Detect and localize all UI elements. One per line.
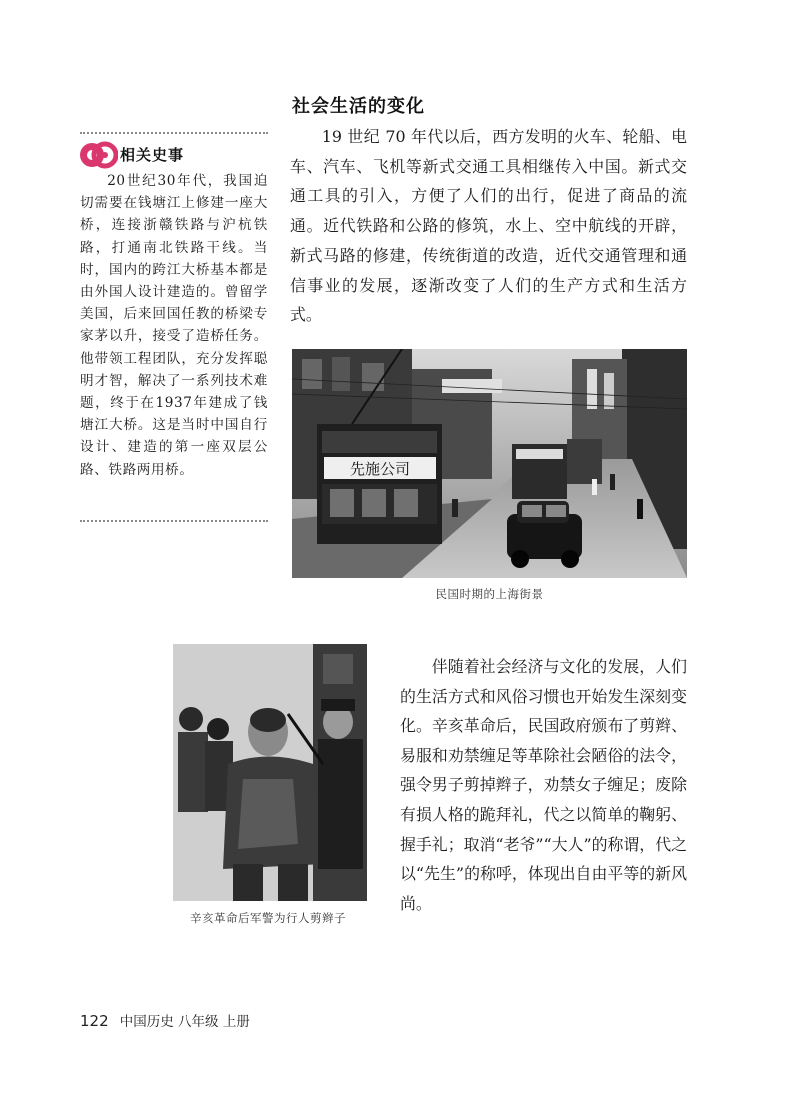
related-history-badge-icon [78,136,118,174]
book-title: 中国历史 八年级 上册 [119,1014,250,1030]
queue-cutting-photo [173,644,367,901]
sidebar-header [78,136,278,174]
section-title: 社会生活的变化 [292,96,425,117]
paragraph-transport: 19 世纪 70 年代以后，西方发明的火车、轮船、电车、汽车、飞机等新式交通工具相继传入中国。新式交通工具的引入，方便了人们的出行，促进了商品的流通。近代铁路和公路的修筑，水上、空中航线的开辟，新式马路的修建，传统街道的改造，近代交通管理和通信事业的发展，逐渐改变了人们的生产方式和生活方式。 [290,127,687,325]
sidebar-top-divider [80,132,268,134]
page-number: 122 [80,1012,109,1030]
shanghai-street-photo [292,349,687,578]
tram-sign-text: 先施公司 [349,460,411,478]
sidebar-title: 相关史事 [120,146,185,164]
queue-photo-caption: 辛亥革命后军警为行人剪辫子 [190,911,346,925]
queue-cutting-illustration [173,644,367,901]
sidebar-bottom-divider [80,520,268,522]
page-footer [80,1010,250,1030]
shanghai-street-illustration [292,349,687,578]
paragraph-customs: 伴随着社会经济与文化的发展，人们的生活方式和风俗习惯也开始发生深刻变化。辛亥革命后，民国政府颁布了剪辫、易服和劝禁缠足等革除社会陋俗的法令，强令男子剪掉辫子，劝禁女子缠足；废除有损人格的跪拜礼，代之以简单的鞠躬、握手礼；取消“老爷”“大人”的称谓，代之以“先生”的称呼，体现出自由平等的新风尚。 [400,657,687,913]
street-photo-caption: 民国时期的上海街景 [435,587,544,601]
sidebar-body-text: 20世纪30年代，我国迫切需要在钱塘江上修建一座大桥，连接浙赣铁路与沪杭铁路，打通南北铁路干线。当时，国内的跨江大桥基本都是由外国人设计建造的。曾留学美国，后来回国任教的桥梁专家茅以升，接受了造桥任务。他带领工程团队，充分发挥聪明才智，解决了一系列技术难题，终于在1937年建成了钱塘江大桥。这是当时中国自行设计、建造的第一座双层公路、铁路两用桥。 [80,173,268,478]
